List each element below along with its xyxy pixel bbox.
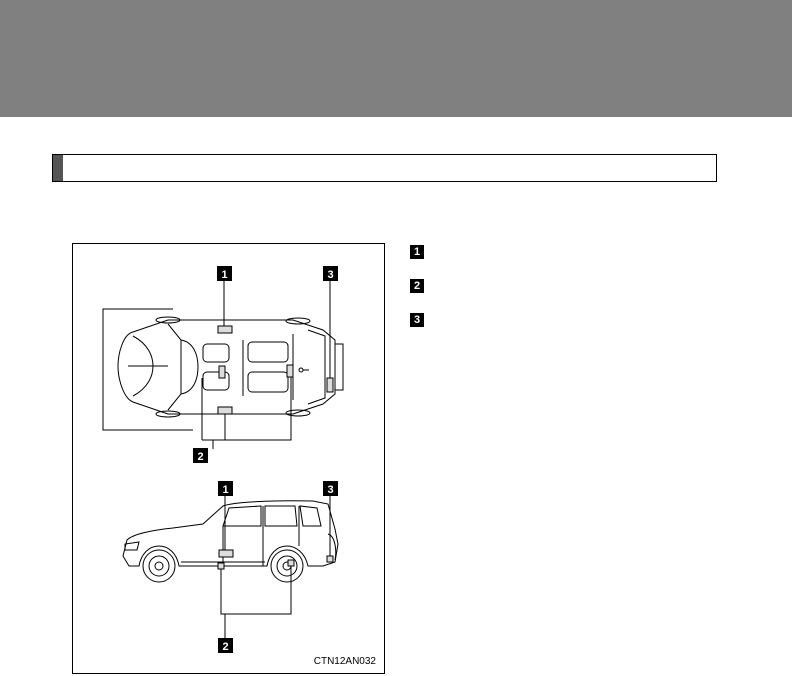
callout-3-top	[323, 266, 338, 281]
legend-item-2	[410, 279, 710, 313]
callout-2-side	[218, 638, 233, 653]
legend-number-2: 2	[410, 279, 424, 293]
legend-item-3	[410, 313, 710, 347]
callout-1-side	[218, 481, 233, 496]
top-view-leader-lines	[202, 280, 330, 449]
vehicle-diagram-svg	[73, 244, 386, 675]
section-title-bar	[52, 154, 717, 182]
callout-3-side-label: 3	[327, 484, 334, 496]
legend-number-1: 1	[410, 245, 424, 259]
side-view-leader-lines	[221, 496, 330, 638]
callout-2-side-label: 2	[222, 641, 229, 653]
header-band	[0, 0, 792, 117]
callout-3-top-label: 3	[327, 269, 334, 281]
legend-number-3: 3	[410, 313, 424, 327]
callout-2-top	[193, 448, 208, 463]
figure-code: CTN12AN032	[313, 656, 376, 667]
callout-1-top	[217, 266, 232, 281]
callout-1-side-label: 1	[222, 484, 229, 496]
legend-item-1	[410, 245, 710, 279]
callout-3-side	[323, 481, 338, 496]
callout-2-top-label: 2	[197, 451, 204, 463]
callout-1-top-label: 1	[221, 269, 228, 281]
vehicle-diagram	[72, 243, 385, 674]
section-tab-marker	[53, 155, 63, 181]
callout-legend	[410, 245, 710, 347]
side-view-vehicle	[123, 501, 338, 582]
